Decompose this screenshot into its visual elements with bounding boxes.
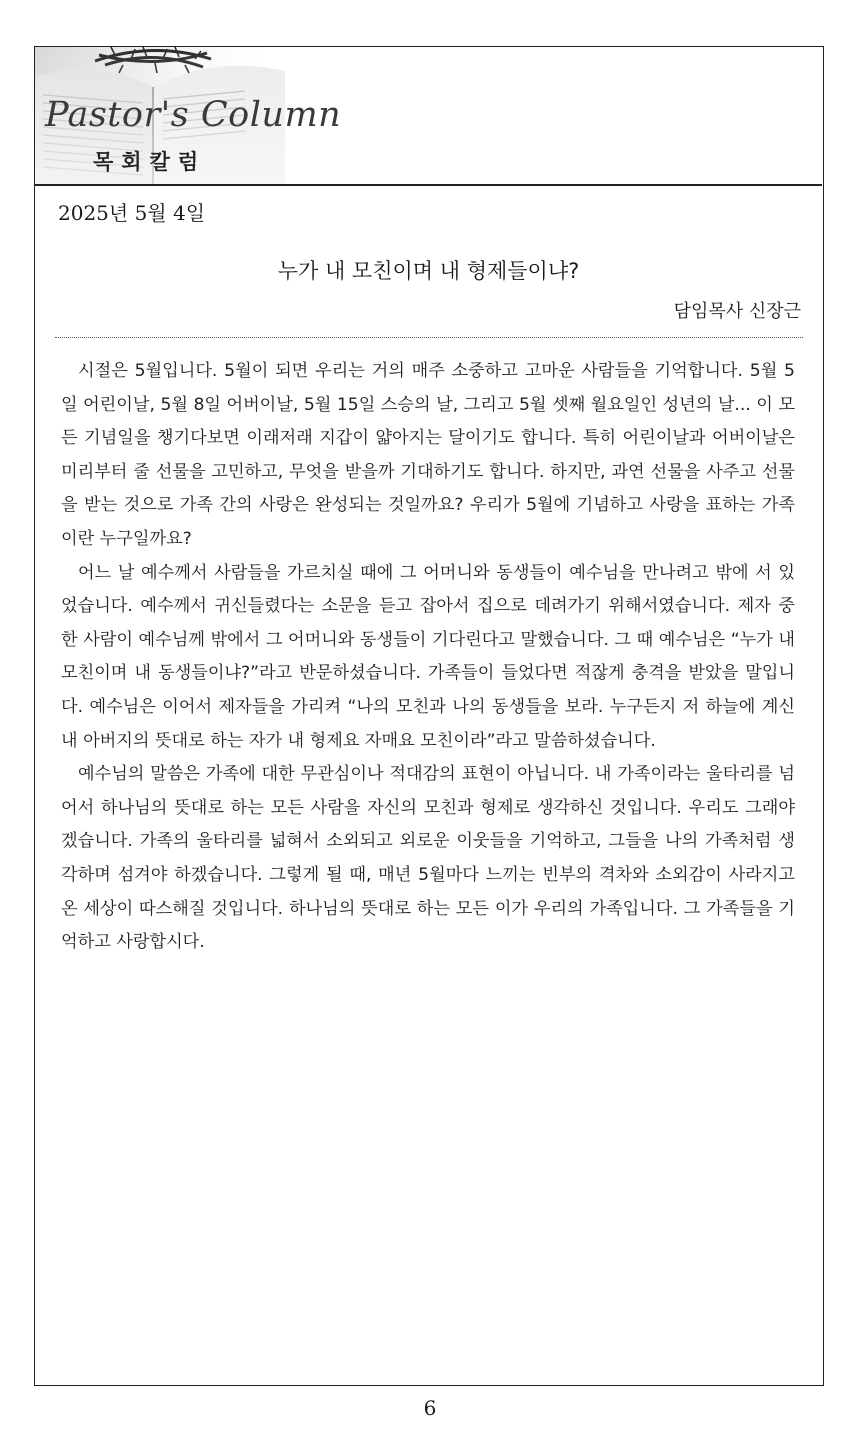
column-title-english: Pastor's Column [45,95,342,135]
body-paragraph: 시절은 5월입니다. 5월이 되면 우리는 거의 매주 소중하고 고마운 사람들을 기억합니다. 5월 5일 어린이날, 5월 8일 어버이날, 5월 15일 스승의 날, 그리고 5월 셋째 월요일인 성년의 날... 이 모든 기념일을 챙기다보면 이래저래 지갑이 얇아지는 달이기도 합니다. 특히 어린이날과 어버이날은 미리부터 줄 선물을 고민하고, 무엇을 받을까 기대하기도 합니다. 하지만, 과연 선물을 사주고 선물을 받는 것으로 가족 간의 사랑은 완성되는 것일까요? 우리가 5월에 기념하고 사랑을 표하는 가족이란 누구일까요? [61,361,795,549]
dotted-divider [55,337,803,338]
column-title-korean: 목회칼럼 [93,150,207,174]
article-body [61,355,795,960]
column-date: 2025년 5월 4일 [58,201,206,225]
body-paragraph: 어느 날 예수께서 사람들을 가르치실 때에 그 어머니와 동생들이 예수님을 만나려고 밖에 서 있었습니다. 예수께서 귀신들렸다는 소문을 듣고 잡아서 집으로 데려가기 위해서였습니다. 제자 중 한 사람이 예수님께 밖에서 그 어머니와 동생들이 기다린다고 말했습니다. 그 때 예수님은 “누가 내 모친이며 내 동생들이냐?”라고 반문하셨습니다. 가족들이 들었다면 적잖게 충격을 받았을 말입니다. 예수님은 이어서 제자들을 가리켜 “나의 모친과 나의 동생들을 보라. 누구든지 저 하늘에 계신 내 아버지의 뜻대로 하는 자가 내 형제요 자매요 모친이라”라고 말씀하셨습니다. [61,562,795,751]
body-paragraph: 예수님의 말씀은 가족에 대한 무관심이나 적대감의 표현이 아닙니다. 내 가족이라는 울타리를 넘어서 하나님의 뜻대로 하는 모든 사람을 자신의 모친과 형제로 생각하신 것입니다. 우리도 그래야겠습니다. 가족의 울타리를 넓혀서 소외되고 외로운 이웃들을 기억하고, 그들을 나의 가족처럼 생각하며 섬겨야 하겠습니다. 그렇게 될 때, 매년 5월마다 느끼는 빈부의 격차와 소외감이 사라지고 온 세상이 따스해질 것입니다. 하나님의 뜻대로 하는 모든 이가 우리의 가족입니다. 그 가족들을 기억하고 사랑합시다. [61,764,795,953]
article-headline: 누가 내 모친이며 내 형제들이냐? [277,259,580,283]
column-header [35,47,822,186]
header-divider [35,184,822,186]
column-frame [34,46,824,1386]
page-number: 6 [423,1396,437,1420]
article-author: 담임목사 신장근 [673,301,801,322]
